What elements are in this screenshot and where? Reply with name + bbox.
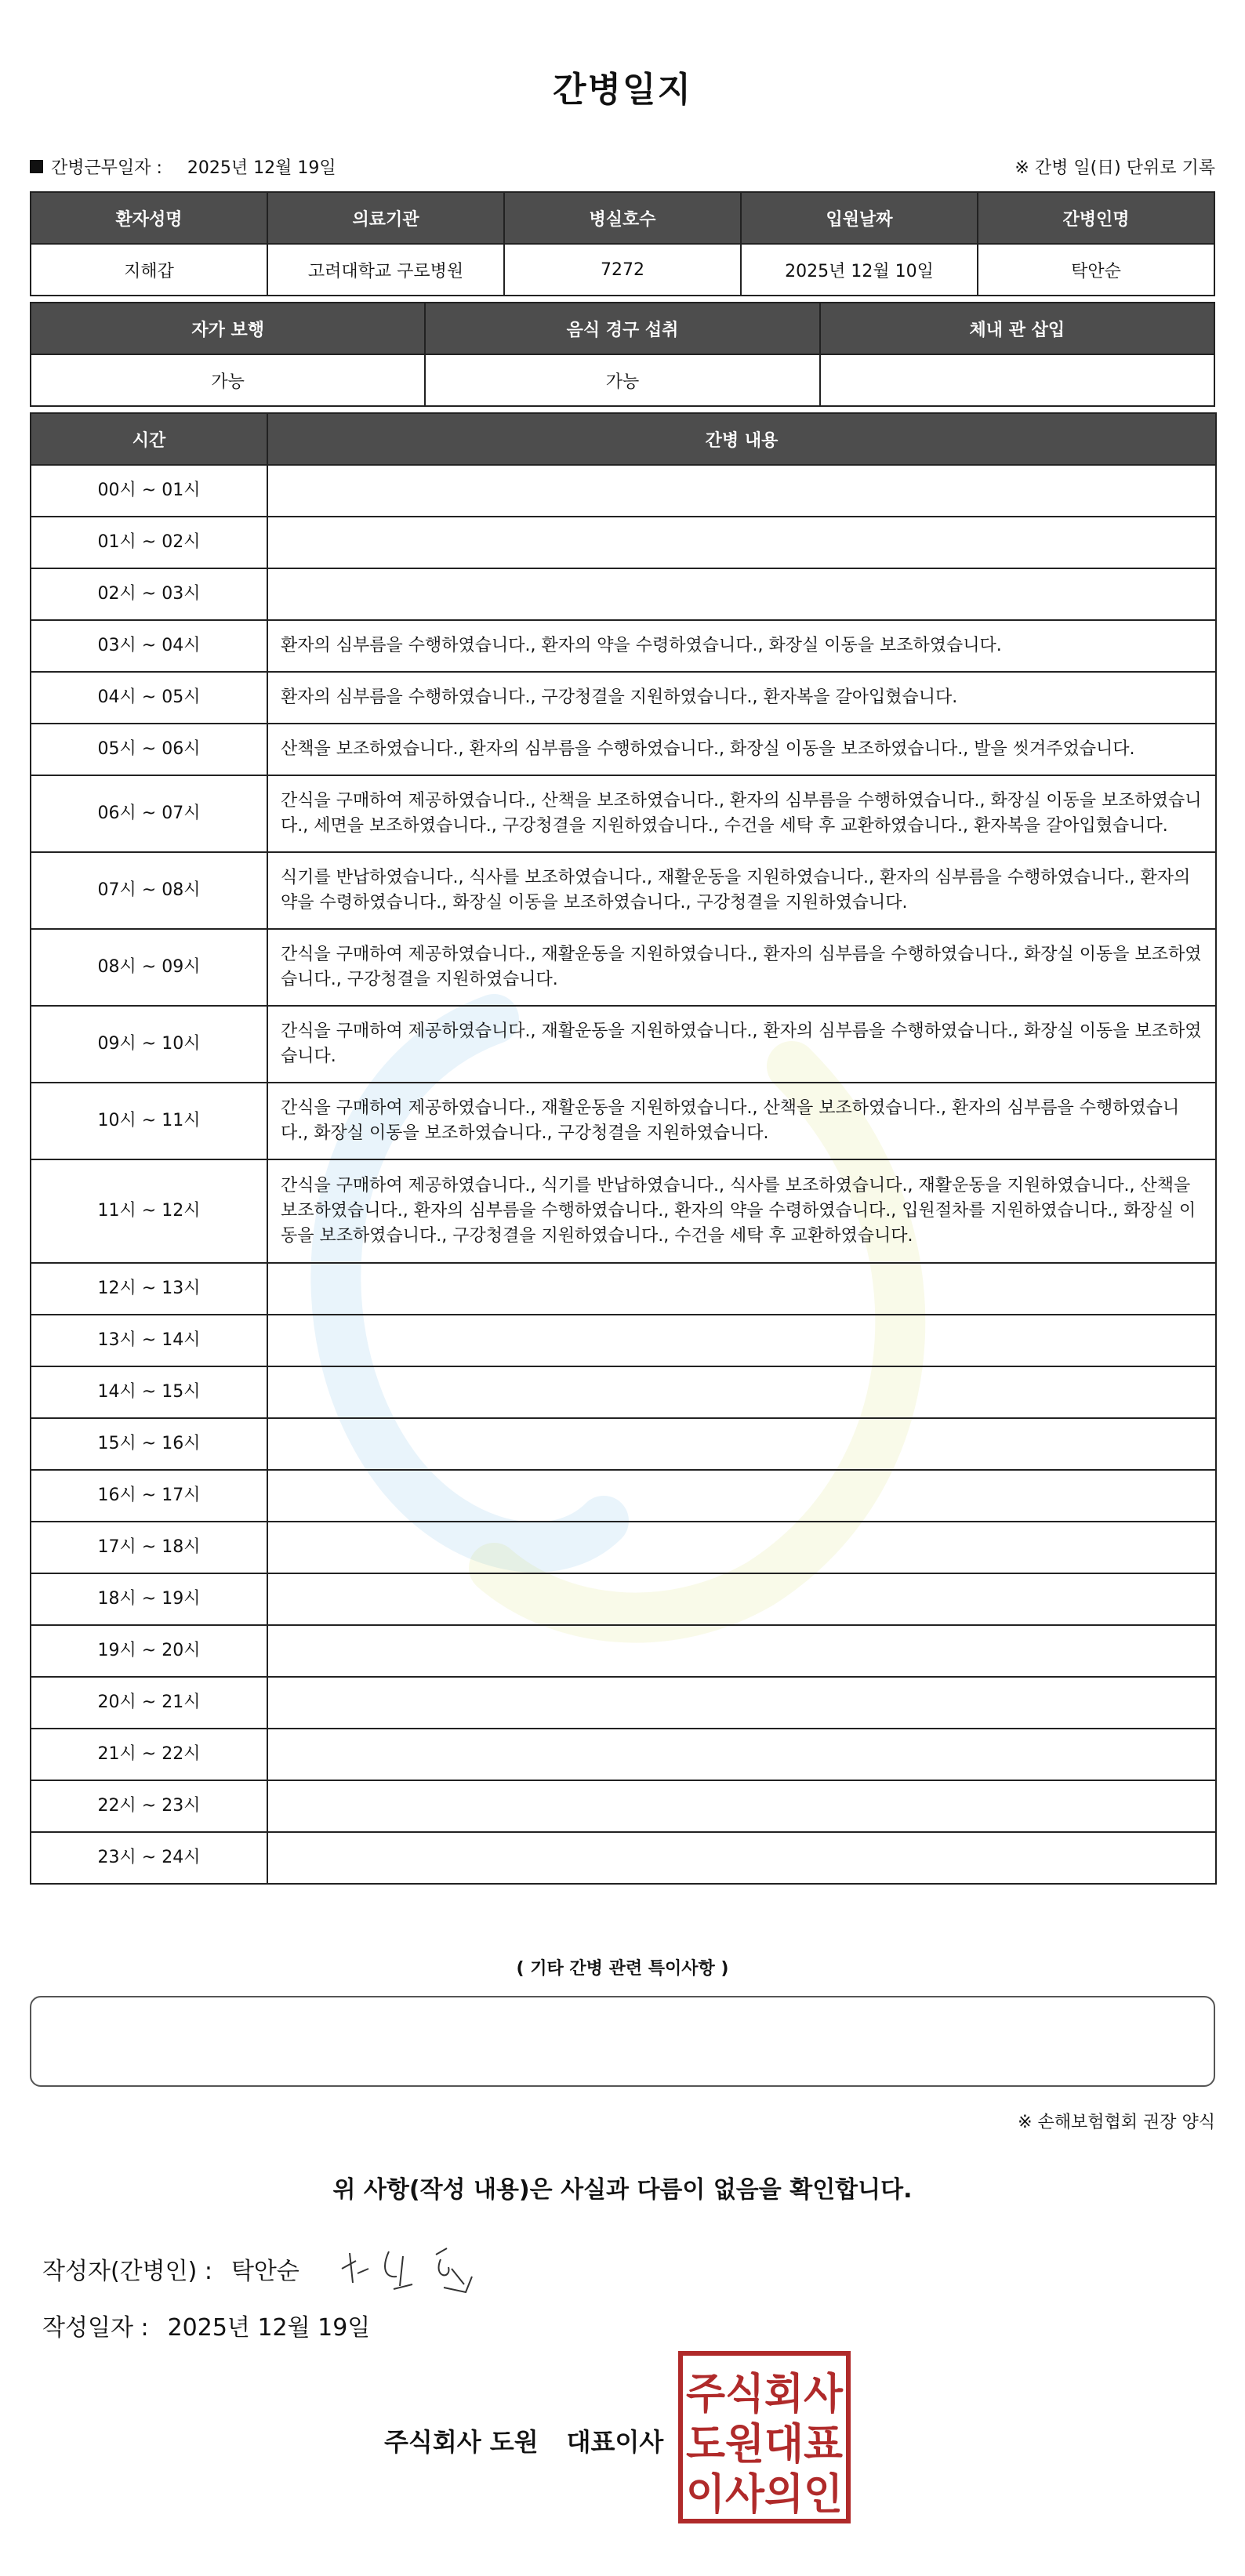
- care-log-content: [267, 1573, 1216, 1625]
- care-log-row: [31, 620, 1216, 672]
- header-care-content: 간병 내용: [267, 413, 1216, 465]
- care-log-time: 21시 ~ 22시: [31, 1729, 267, 1780]
- care-log-time: 02시 ~ 03시: [31, 568, 267, 620]
- seal-line-2: 도원대표: [686, 2419, 843, 2469]
- value-admission-date: 2025년 12월 10일: [741, 244, 978, 296]
- care-log-row: [31, 1573, 1216, 1625]
- patient-info-table: [30, 191, 1215, 296]
- care-log-content: 환자의 심부름을 수행하였습니다., 구강청결을 지원하였습니다., 환자복을 갈아입혔습니다.: [267, 672, 1216, 724]
- care-log-time: 13시 ~ 14시: [31, 1315, 267, 1366]
- care-log-content: [267, 1315, 1216, 1366]
- handwritten-signature-icon: [334, 2237, 483, 2300]
- care-log-time: 00시 ~ 01시: [31, 465, 267, 517]
- care-log-row: [31, 517, 1216, 568]
- work-date-value: 2025년 12월 19일: [187, 158, 336, 178]
- care-log-time: 23시 ~ 24시: [31, 1832, 267, 1884]
- care-log-row: [31, 568, 1216, 620]
- care-log-time: 09시 ~ 10시: [31, 1006, 267, 1083]
- record-unit-note: ※ 간병 일(日) 단위로 기록: [1015, 158, 1215, 178]
- page-title: 간병일지: [552, 70, 692, 110]
- care-log-time: 06시 ~ 07시: [31, 775, 267, 852]
- confirmation-statement: 위 사항(작성 내용)은 사실과 다름이 없음을 확인합니다.: [332, 2176, 913, 2204]
- header-hospital: 의료기관: [267, 192, 504, 244]
- care-log-row: [31, 672, 1216, 724]
- care-log-row: [31, 1006, 1216, 1083]
- header-patient-name: 환자성명: [31, 192, 267, 244]
- care-log-content: [267, 1832, 1216, 1884]
- care-log-row: [31, 1263, 1216, 1315]
- square-bullet-icon: [30, 160, 43, 173]
- care-log-content: 간식을 구매하여 제공하였습니다., 식기를 반납하였습니다., 식사를 보조하였습니다., 재활운동을 지원하였습니다., 산책을 보조하였습니다., 환자의 심부름을 수행하였습니다., 환자의 약을 수령하였습니다., 입원절차를 지원하였습니다., 화장실 이동을 보조하였습니다., 구강청결을 지원하였습니다., 수건을 세탁 후 교환하였습니다.: [267, 1159, 1216, 1263]
- value-self-walking: 가능: [31, 354, 425, 406]
- care-log-content: [267, 1780, 1216, 1832]
- care-log-content: [267, 1366, 1216, 1418]
- care-log-content: [267, 1418, 1216, 1470]
- care-log-time: 17시 ~ 18시: [31, 1522, 267, 1573]
- company-row: [384, 2422, 663, 2458]
- care-log-content: [267, 1625, 1216, 1677]
- form-source-note: ※ 손해보험협회 권장 양식: [1018, 2113, 1215, 2132]
- header-room-number: 병실호수: [504, 192, 741, 244]
- seal-line-3: 이사의인: [686, 2469, 843, 2519]
- value-hospital: 고려대학교 구로병원: [267, 244, 504, 296]
- care-log-row: [31, 1832, 1216, 1884]
- care-log-time: 05시 ~ 06시: [31, 724, 267, 775]
- care-log-time: 11시 ~ 12시: [31, 1159, 267, 1263]
- meta-row: [30, 154, 1215, 179]
- care-log-row: [31, 775, 1216, 852]
- care-log-time: 01시 ~ 02시: [31, 517, 267, 568]
- patient-status-header-row: [31, 303, 1214, 354]
- care-log-content: 환자의 심부름을 수행하였습니다., 환자의 약을 수령하였습니다., 화장실 이동을 보조하였습니다.: [267, 620, 1216, 672]
- signer-label: 작성자(간병인) :: [42, 2258, 212, 2285]
- signer-name: 탁안순: [230, 2258, 299, 2285]
- care-log-time: 15시 ~ 16시: [31, 1418, 267, 1470]
- care-log-content: [267, 1522, 1216, 1573]
- care-log-time: 18시 ~ 19시: [31, 1573, 267, 1625]
- care-log-content: 간식을 구매하여 제공하였습니다., 산책을 보조하였습니다., 환자의 심부름을 수행하였습니다., 화장실 이동을 보조하였습니다., 세면을 보조하였습니다., 구강청결을 지원하였습니다., 수건을 세탁 후 교환하였습니다., 환자복을 갈아입혔습니다.: [267, 775, 1216, 852]
- care-log-row: [31, 1159, 1216, 1263]
- value-room-number: 7272: [504, 244, 741, 296]
- care-log-content: [267, 1470, 1216, 1522]
- written-date-label: 작성일자 :: [42, 2314, 149, 2342]
- header-caregiver-name: 간병인명: [978, 192, 1214, 244]
- care-log-content: [267, 1263, 1216, 1315]
- care-log-time: 22시 ~ 23시: [31, 1780, 267, 1832]
- care-log-row: [31, 1625, 1216, 1677]
- patient-status-table: [30, 302, 1215, 407]
- care-log-content: [267, 1677, 1216, 1729]
- care-log-time: 04시 ~ 05시: [31, 672, 267, 724]
- care-log-row: [31, 1780, 1216, 1832]
- care-log-header-row: [31, 413, 1216, 465]
- header-oral-intake: 음식 경구 섭취: [425, 303, 819, 354]
- work-date-label: 간병근무일자 :: [51, 158, 162, 178]
- written-date-value: 2025년 12월 19일: [167, 2314, 371, 2342]
- value-oral-intake: 가능: [425, 354, 819, 406]
- care-log-row: [31, 1315, 1216, 1366]
- care-log-row: [31, 852, 1216, 929]
- notes-title: ( 기타 간병 관련 특이사항 ): [516, 1959, 729, 1979]
- care-log-row: [31, 1677, 1216, 1729]
- care-log-content: 간식을 구매하여 제공하였습니다., 재활운동을 지원하였습니다., 환자의 심부름을 수행하였습니다., 화장실 이동을 보조하였습니다., 구강청결을 지원하였습니다.: [267, 929, 1216, 1006]
- care-log-content: [267, 1729, 1216, 1780]
- care-log-time: 08시 ~ 09시: [31, 929, 267, 1006]
- care-log-time: 12시 ~ 13시: [31, 1263, 267, 1315]
- work-date-group: [30, 154, 336, 179]
- header-time: 시간: [31, 413, 267, 465]
- header-self-walking: 자가 보행: [31, 303, 425, 354]
- header-admission-date: 입원날짜: [741, 192, 978, 244]
- patient-info-value-row: [31, 244, 1214, 296]
- care-log-row: [31, 1729, 1216, 1780]
- value-caregiver-name: 탁안순: [978, 244, 1214, 296]
- company-representative-title: 대표이사: [566, 2427, 664, 2457]
- care-log-time: 19시 ~ 20시: [31, 1625, 267, 1677]
- patient-status-value-row: [31, 354, 1214, 406]
- care-log-time: 07시 ~ 08시: [31, 852, 267, 929]
- care-log-time: 10시 ~ 11시: [31, 1083, 267, 1159]
- care-log-row: [31, 724, 1216, 775]
- care-log-content: 간식을 구매하여 제공하였습니다., 재활운동을 지원하였습니다., 환자의 심부름을 수행하였습니다., 화장실 이동을 보조하였습니다.: [267, 1006, 1216, 1083]
- company-seal-icon: [677, 2350, 851, 2524]
- care-log-table: [30, 412, 1217, 1885]
- patient-info-header-row: [31, 192, 1214, 244]
- care-log-row: [31, 1366, 1216, 1418]
- written-date-row: [42, 2308, 370, 2342]
- care-log-body: [31, 465, 1216, 1884]
- care-log-row: [31, 465, 1216, 517]
- company-name: 주식회사 도원: [384, 2427, 539, 2457]
- care-log-content: 산책을 보조하였습니다., 환자의 심부름을 수행하였습니다., 화장실 이동을 보조하였습니다., 발을 씻겨주었습니다.: [267, 724, 1216, 775]
- care-log-time: 20시 ~ 21시: [31, 1677, 267, 1729]
- notes-box: [30, 1996, 1215, 2087]
- care-log-content: [267, 465, 1216, 517]
- care-log-content: [267, 568, 1216, 620]
- care-log-row: [31, 929, 1216, 1006]
- care-log-row: [31, 1470, 1216, 1522]
- care-log-row: [31, 1418, 1216, 1470]
- seal-line-1: 주식회사: [686, 2369, 844, 2418]
- care-log-time: 16시 ~ 17시: [31, 1470, 267, 1522]
- care-log-time: 03시 ~ 04시: [31, 620, 267, 672]
- care-log-time: 14시 ~ 15시: [31, 1366, 267, 1418]
- care-log-row: [31, 1522, 1216, 1573]
- care-log-content: [267, 517, 1216, 568]
- value-tube-insertion: [820, 354, 1214, 406]
- care-log-row: [31, 1083, 1216, 1159]
- signer-row: [42, 2237, 483, 2300]
- care-log-content: 간식을 구매하여 제공하였습니다., 재활운동을 지원하였습니다., 산책을 보조하였습니다., 환자의 심부름을 수행하였습니다., 화장실 이동을 보조하였습니다., 구강청결을 지원하였습니다.: [267, 1083, 1216, 1159]
- header-tube-insertion: 체내 관 삽입: [820, 303, 1214, 354]
- care-log-content: 식기를 반납하였습니다., 식사를 보조하였습니다., 재활운동을 지원하였습니다., 환자의 심부름을 수행하였습니다., 환자의 약을 수령하였습니다., 화장실 이동을 보조하였습니다., 구강청결을 지원하였습니다.: [267, 852, 1216, 929]
- value-patient-name: 지해갑: [31, 244, 267, 296]
